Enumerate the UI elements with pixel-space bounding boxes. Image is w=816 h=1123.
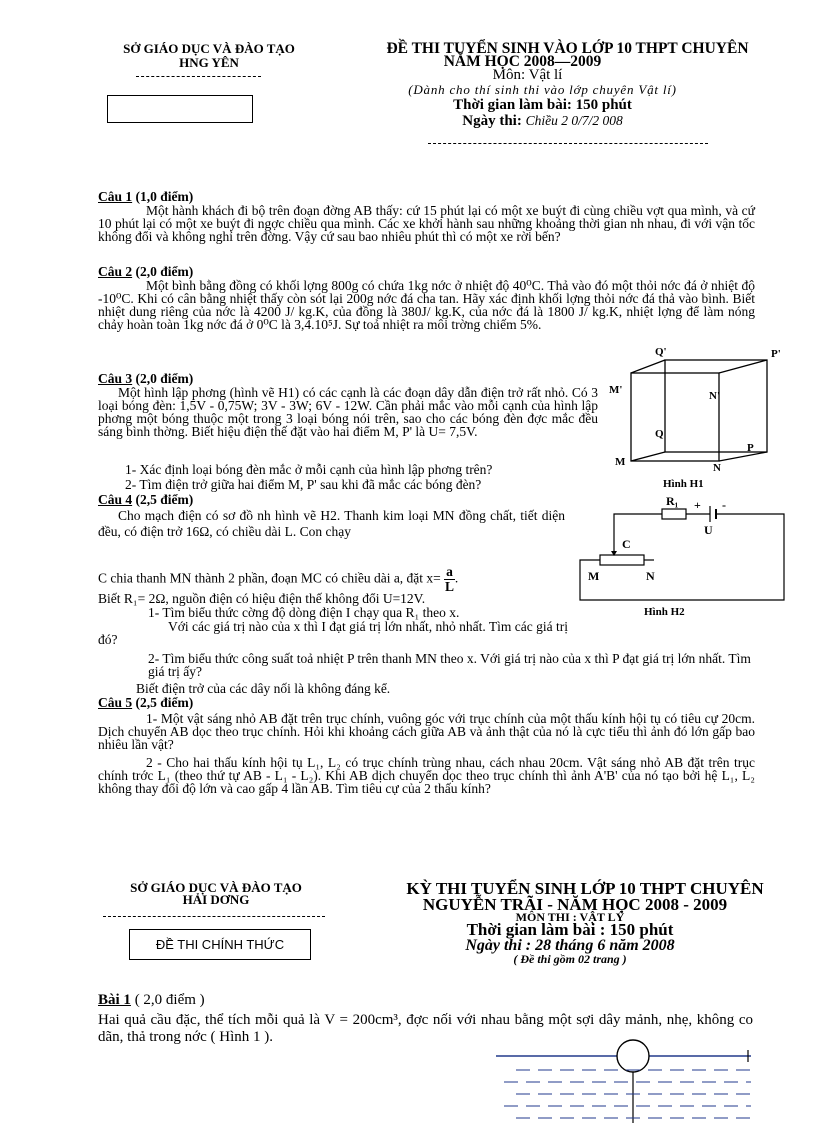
- label-minus: -: [722, 498, 726, 512]
- q5-score: (2,5 điểm): [135, 695, 194, 710]
- exam-date-value: Chiều 2 0/7/2 008: [525, 113, 623, 128]
- fraction-a-over-l: [444, 565, 455, 594]
- bai1-title: Bài 1: [98, 992, 131, 1008]
- q4-title: Câu 4: [98, 492, 133, 507]
- label-m: M: [588, 569, 600, 583]
- divider: [103, 916, 325, 917]
- label-p: P: [747, 442, 754, 454]
- q5-title: Câu 5: [98, 695, 133, 710]
- exam2-time: Thời gian làm bài : 150 phút: [466, 920, 674, 939]
- exam2-date: Ngày thi : 28 tháng 6 năm 2008: [465, 937, 675, 954]
- cube-back-face: [665, 360, 767, 452]
- cube-edge: [631, 360, 665, 373]
- q2-title: Câu 2: [98, 264, 133, 279]
- official-exam-box: [129, 929, 311, 960]
- q2-heading: [98, 265, 193, 278]
- bai1-score: ( 2,0 điểm ): [134, 992, 205, 1008]
- q4-sub2: 2- Tìm biểu thức công suất toả nhiệt P trên thanh MN theo x. Với giá trị nào của x thì P đạt giá trị lớn nhất. Tìm giá trị ấy?: [148, 651, 751, 679]
- rheostat-mn: [600, 555, 644, 565]
- q4-sub1: 1- Tìm biểu thức cờng độ dòng điện I chạy qua R₁ theo x.: [148, 605, 460, 620]
- dept-province-2: HẢI DƠNG: [182, 892, 250, 907]
- exam2-subject: MÔN THI : VẬT LÝ: [515, 910, 625, 924]
- q3-title: Câu 3: [98, 371, 133, 386]
- exam2-note: ( Đề thi gồm 02 trang ): [513, 952, 627, 966]
- label-c: C: [622, 537, 631, 551]
- exam-date: [305, 113, 780, 129]
- q5-sub2: 2 - Cho hai thấu kính hội tụ L₁, L₂ có trục chính trùng nhau, cách nhau 20cm. Vật sáng nhỏ AB đặt trên trục chính trớc L₁ (theo thứ tự AB - L₁ - L₂). Khi AB dịch chuyển dọc theo trục chính thì ảnh A'B' của nó tạo bởi hệ L₁, L₂ không thay đổi độ lớn và cao gấp 4 lần AB. Tìm tiêu cự của 2 thấu kính?: [98, 755, 755, 796]
- cube-edge: [631, 452, 665, 461]
- exam-header-2: [370, 881, 800, 966]
- school-dept-2: [100, 881, 332, 906]
- label-p-prime: P': [771, 348, 781, 360]
- wire: [580, 514, 784, 600]
- figure-h2-circuit: [574, 494, 794, 619]
- label-q: Q: [655, 428, 664, 440]
- q2-score: (2,0 điểm): [135, 264, 194, 279]
- dept-name: SỞ GIÁO DỤC VÀ ĐÀO TẠO: [123, 41, 295, 56]
- exam-time: Thời gian làm bài: 150 phút: [453, 97, 632, 113]
- dept-province: HNG YÊN: [179, 55, 239, 70]
- q4-sub1b: Với các giá trị nào của x thì I đạt giá trị lớn nhất, nhỏ nhất. Tìm các giá trị đó?: [98, 619, 568, 647]
- label-plus: +: [694, 498, 701, 512]
- bai1-text: Hai quả cầu đặc, thể tích mỗi quả là V = 200cm³, đợc nối với nhau bằng một sợi dây mảnh, nhẹ, không co dãn, thả trong nớc ( Hình 1 ).: [98, 1012, 753, 1045]
- label-n: N: [646, 569, 655, 583]
- cube-edge: [719, 452, 767, 461]
- figure-h2-caption: Hình H2: [644, 606, 685, 618]
- cube-edge: [719, 360, 767, 373]
- exam-note: (Dành cho thí sinh thi vào lớp chuyên Vật lí): [408, 82, 677, 97]
- exam2-school-year: NGUYỄN TRÃI - NĂM HỌC 2008 - 2009: [422, 895, 728, 914]
- figure-h1-caption: Hình H1: [663, 478, 704, 490]
- divider: [428, 143, 708, 144]
- exam-date-label: Ngày thi:: [462, 113, 522, 129]
- q4-score: (2,5 điểm): [135, 492, 194, 507]
- bai1-heading: [98, 994, 205, 1007]
- label-m: M: [615, 456, 626, 468]
- q4-heading: [98, 493, 193, 506]
- code-box: [107, 95, 253, 123]
- q4-text2: C chia thanh MN thành 2 phần, đoạn MC có chiều dài a, đặt x= $\frac{a}{L}$ .: [98, 564, 459, 594]
- q4-text1: Cho mạch điện có sơ đồ nh hình vẽ H2. Thanh kim loại MN đồng chất, tiết diện đều, có điện trở 16Ω, có chiều dài L. Con chạy: [98, 508, 565, 539]
- label-u: U: [704, 523, 713, 537]
- label-n: N: [713, 462, 721, 474]
- water-hatching: [504, 1070, 751, 1118]
- q3-heading: [98, 372, 193, 385]
- q3-sub2: 2- Tìm điện trở giữa hai điểm M, P' sau khi đã mắc các bóng đèn?: [125, 477, 482, 492]
- q1-heading: [98, 190, 193, 203]
- q4-note: Biết điện trở của các dây nối là không đáng kể.: [136, 681, 391, 696]
- q5-heading: [98, 696, 193, 709]
- q5-sub1: 1- Một vật sáng nhỏ AB đặt trên trục chính, vuông góc với trục chính của một thấu kính hội tụ có tiêu cự 20cm. Dịch chuyển AB dọc theo trục chính. Hỏi khi khoảng cách giữa AB và ảnh thật của nó là cực tiểu thì ảnh đó lớn gấp bao nhiêu lần vật?: [98, 711, 755, 752]
- q1-text: Một hành khách đi bộ trên đoạn đờng AB thấy: cứ 15 phút lại có một xe buýt đi cùng chiều vợt qua mình, và cứ 10 phút lại có một xe buýt đi ngợc chiều qua mình. Các xe khởi hành sau những khoảng thời gian nh nhau, đi với vận tốc không đổi và không nghỉ trên đờng. Vậy cứ sau bao nhiêu phút thì có một xe rời bến?: [98, 203, 755, 244]
- q4-text2-main: C chia thanh MN thành 2 phần, đoạn MC có chiều dài a, đặt x=: [98, 570, 441, 586]
- exam-title: ĐỀ THI TUYỂN SINH VÀO LỚP 10 THPT CHUYÊN: [386, 40, 749, 57]
- figure-1-spheres: [496, 1038, 758, 1123]
- q1-score: (1,0 điểm): [135, 189, 194, 204]
- q2-text: Một bình bằng đồng có khối lợng 800g có chứa 1kg nớc ở nhiệt độ 40⁰C. Thả vào đó một thỏi nớc đá ở nhiệt độ -10⁰C. Khi có cân bằng nhiệt thấy còn sót lại 200g nớc đá cha tan. Hãy xác định khối lợng thỏi nớc đá thả vào bình. Biết nhiệt dung riêng của nớc là 4200 J/ kg.K, của đồng là 380J/ kg.K, của nớc đá là 1800 J/ kg.K, nhiệt lợng để làm nóng chảy hoàn toàn 1kg nớc đá ở 0⁰C là 3,4.10⁵J. Sự toả nhiệt ra môi trờng chiếm 5%.: [98, 278, 755, 332]
- exam2-title: KỲ THI TUYỂN SINH LỚP 10 THPT CHUYÊN: [406, 879, 764, 898]
- label-n-prime: N': [709, 390, 720, 402]
- exam-year: NĂM HỌC 2008—2009: [443, 53, 602, 70]
- fraction-denominator: L: [445, 579, 455, 594]
- exam-header-1: [355, 42, 780, 129]
- q3-score: (2,0 điểm): [135, 371, 194, 386]
- sphere-top: [617, 1040, 649, 1072]
- official-exam-label: ĐỀ THI CHÍNH THỨC: [155, 937, 285, 952]
- label-r1: R₁: [666, 494, 679, 508]
- label-m-prime: M': [609, 384, 623, 396]
- q1-title: Câu 1: [98, 189, 133, 204]
- dept-name-2: SỞ GIÁO DỤC VÀ ĐÀO TẠO: [130, 880, 302, 895]
- q3-sub1: 1- Xác định loại bóng đèn mắc ở mỗi cạnh của hình lập phơng trên?: [125, 462, 493, 477]
- q4-text3: Biết R₁= 2Ω, nguồn điện có hiệu điện thế không đổi U=12V.: [98, 591, 426, 606]
- resistor-r1: [662, 509, 686, 519]
- q3-text: Một hình lập phơng (hình vẽ H1) có các cạnh là các đoạn dây dẫn điện trở rất nhỏ. Có 3 loại bóng đèn: 1,5V - 0,75W; 3V - 3W; 6V - 12W. Cần phải mắc vào mỗi cạnh của hình lập phơng một bóng thuộc một trong 3 loại bóng nói trên, sao cho các bóng đèn đợc mắc đều sáng bình thờng. Biết hiệu điện thế đặt vào hai điểm M, P' là U= 7,5V.: [98, 385, 598, 439]
- exam-subject: Môn: Vật lí: [492, 67, 563, 83]
- label-q-prime: Q': [655, 346, 667, 358]
- divider: [136, 76, 261, 77]
- fraction-numerator: a: [446, 564, 453, 579]
- cube-front-face: [631, 373, 719, 461]
- figure-h1-cube: [605, 345, 785, 495]
